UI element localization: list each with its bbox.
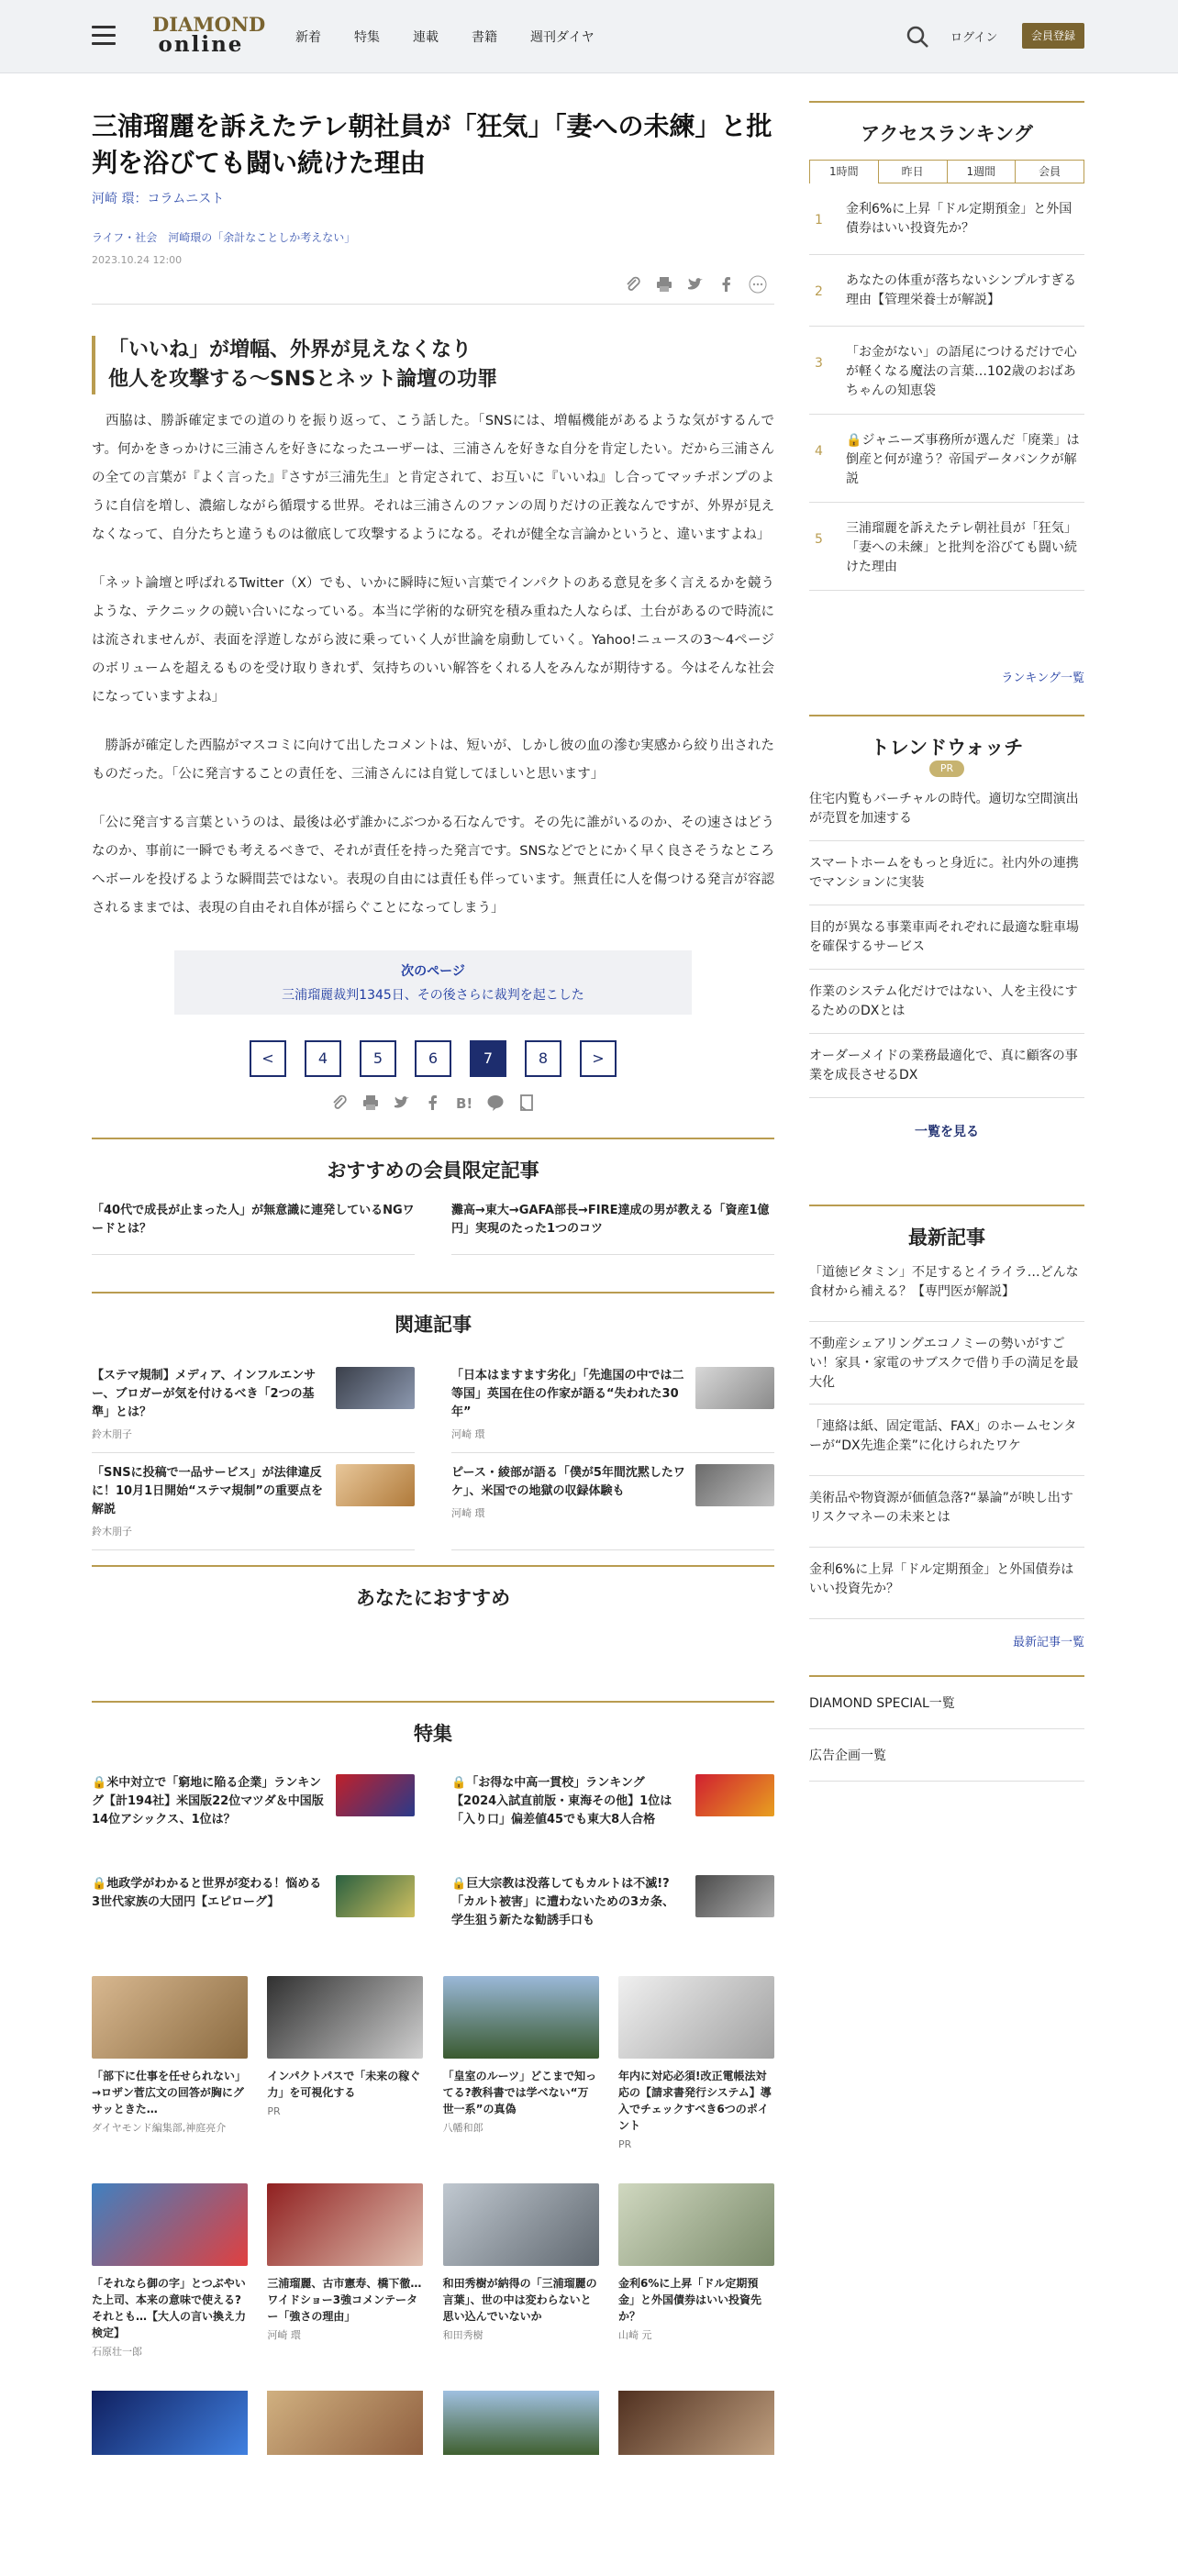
site-header bbox=[0, 0, 1178, 73]
rank-title: 「お金がない」の語尾につけるだけで心が軽くなる魔法の言葉…102歳のおばあちゃんの知恵袋 bbox=[846, 345, 1077, 398]
logo-line2: online bbox=[158, 32, 244, 57]
rank-title: 金利6%に上昇「ドル定期預金」と外国債券はいい投資先か？ bbox=[846, 202, 1072, 236]
related-article[interactable] bbox=[451, 1356, 774, 1453]
article-card[interactable] bbox=[618, 2183, 774, 2391]
tab-yesterday[interactable]: 昨日 bbox=[879, 160, 948, 183]
article-card[interactable] bbox=[267, 2183, 423, 2391]
line-icon[interactable] bbox=[486, 1094, 505, 1112]
body-paragraph: 「公に発言する言葉というのは、最後は必ず誰かにぶつかる石なんです。その先に誰がいるのか、その速さはどうなのか、事前に一瞬でも考えるべきで、それが責任を持った発言です。SNSなどでとにかく早く良さそうなところへボールを投げるような瞬間芸ではない。表現の自由には責任も伴っています。無責任に人を傷つける発言が容認されるままでは、表現の自由それ自体が揺らぐことになってしまう」 bbox=[92, 816, 774, 916]
article-card[interactable] bbox=[443, 2183, 599, 2391]
share-bar bbox=[92, 266, 774, 305]
trend-heading: トレンドウォッチ bbox=[870, 737, 1024, 759]
body-paragraph: 西脇は、勝訴確定までの道のりを振り返って、こう話した。「SNSには、増幅機能があるような気がするんです。何かをきっかけに三浦さんを好きになったユーザーは、三浦さんを好きな自分を肯定したい。だから三浦さんの全ての言葉が『よく言った』『さすが三浦先生』と肯定されて、お互いに『いいね』し合ってマッチポンプのように自信を増し、濃縮しながら循環する世界。それは三浦さんのファンの周りだけの正義なんですが、外界が見えなくなって、自分たちと違うものは徹底して攻撃するようになる。それが健全な言論かというと、違いますよね」 bbox=[92, 414, 774, 542]
tab-member[interactable]: 会員 bbox=[1016, 160, 1084, 183]
news-item[interactable]: 「連絡は紙、固定電話、FAX」のホームセンターが“DX先進企業”に化けられたワケ bbox=[809, 1405, 1084, 1476]
clip-icon[interactable] bbox=[624, 275, 642, 294]
trend-item[interactable]: オーダーメイドの業務最適化で、真に顧客の事業を成長させるDX bbox=[809, 1034, 1084, 1098]
related-heading: 関連記事 bbox=[395, 1314, 472, 1336]
bookmark-icon[interactable] bbox=[517, 1094, 536, 1112]
card-image bbox=[92, 2183, 248, 2266]
recommend-heading: あなたにおすすめ bbox=[355, 1587, 511, 1609]
ranking-heading: アクセスランキング bbox=[861, 123, 1033, 145]
article-card[interactable] bbox=[267, 1976, 423, 2183]
features-section bbox=[92, 1701, 774, 1958]
article-card[interactable] bbox=[92, 2183, 248, 2391]
card-author: PR bbox=[267, 2105, 281, 2117]
article-card[interactable] bbox=[443, 1976, 599, 2183]
tab-1hour[interactable]: 1時間 bbox=[809, 160, 879, 183]
card-author: 八幡和郎 bbox=[442, 2122, 483, 2134]
nav-new[interactable]: 新着 bbox=[295, 30, 321, 45]
card-image[interactable] bbox=[267, 2391, 423, 2455]
card-author: PR bbox=[617, 2138, 632, 2150]
ranking-tabs bbox=[809, 160, 1084, 183]
rank-title: あなたの体重が落ちないシンプルすぎる理由【管理栄養士が解説】 bbox=[846, 273, 1077, 307]
feature-article[interactable] bbox=[92, 1866, 415, 1958]
card-author: ダイヤモンド編集部,神庭亮介 bbox=[92, 2122, 227, 2134]
page-5-button[interactable]: 5 bbox=[360, 1040, 396, 1077]
lock-icon: 🔒 bbox=[451, 1776, 467, 1790]
related-thumbnail bbox=[695, 1367, 774, 1409]
trend-item[interactable]: スマートホームをもっと身近に。社内外の連携でマンションに実装 bbox=[809, 841, 1084, 905]
next-page-box[interactable] bbox=[174, 950, 692, 1015]
related-title: ピース・綾部が語る「僕が5年間沈黙したワケ」、米国での地獄の収録体験も bbox=[451, 1466, 685, 1498]
trend-box bbox=[809, 715, 1084, 1140]
article-author[interactable]: 河崎 環：コラムニスト bbox=[92, 192, 225, 206]
related-thumbnail bbox=[336, 1464, 415, 1506]
member-heading: おすすめの会員限定記事 bbox=[327, 1160, 539, 1182]
related-thumbnail bbox=[336, 1367, 415, 1409]
rank-number: 3 bbox=[815, 356, 823, 371]
related-author: 河崎 環 bbox=[451, 1428, 485, 1440]
share-bar-bottom bbox=[92, 1094, 774, 1112]
card-title: 「それなら御の字」とつぶやいた上司、本来の意味で使える?それとも…【大人の言い換え力検定】 bbox=[92, 2277, 247, 2339]
article-card[interactable] bbox=[618, 1976, 774, 2183]
card-title: 「部下に仕事を任せられない」→ロザン菅広文の回答が胸にグサッときた… bbox=[92, 2070, 247, 2115]
card-author: 山崎 元 bbox=[617, 2329, 652, 2341]
trend-item[interactable]: 住宅内覧もバーチャルの時代。適切な空間演出が売買を加速する bbox=[809, 777, 1084, 841]
news-list-link[interactable]: 最新記事一覧 bbox=[1012, 1636, 1084, 1649]
nav-weekly[interactable]: 週刊ダイヤ bbox=[530, 30, 595, 45]
body-paragraph: 勝訴が確定した西脇がマスコミに向けて出したコメントは、短いが、しかし彼の血の滲む実感から絞り出されたものだった。「公に発言することの責任を、三浦さんには自覚してほしいと思います」 bbox=[92, 738, 774, 782]
ranking-list-link[interactable]: ランキング一覧 bbox=[1001, 672, 1084, 685]
article-date: 2023.10.24 12:00 bbox=[92, 254, 183, 266]
feature-article[interactable] bbox=[451, 1866, 774, 1958]
site-logo[interactable] bbox=[152, 13, 266, 59]
rank-number: 5 bbox=[815, 532, 823, 547]
prev-page-button[interactable]: < bbox=[250, 1040, 286, 1077]
special-link[interactable]: DIAMOND SPECIAL一覧 bbox=[809, 1677, 1084, 1729]
special-links bbox=[809, 1675, 1084, 1782]
pr-badge: PR bbox=[929, 761, 964, 777]
ranking-item[interactable] bbox=[809, 415, 1084, 503]
next-page-title: 三浦瑠麗裁判1345日、その後さらに裁判を起こした bbox=[282, 988, 584, 1003]
ranking-item[interactable] bbox=[809, 183, 1084, 255]
feature-title: 地政学がわかると世界が変わる！悩める3世代家族の大団円【エピローグ】 bbox=[92, 1877, 322, 1909]
card-title: 年内に対応必須!改正電帳法対応の【請求書発行システム】導入でチェックすべき6つのポイント bbox=[617, 2070, 772, 2132]
news-heading: 最新記事 bbox=[908, 1227, 985, 1249]
feature-title: 米中対立で「窮地に陥る企業」ランキング【計194社】米国版22位マツダ＆中国版14位アシックス、1位は？ bbox=[92, 1776, 324, 1827]
related-author: 河崎 環 bbox=[451, 1507, 485, 1519]
feature-article[interactable] bbox=[92, 1765, 415, 1866]
rank-number: 2 bbox=[815, 284, 823, 299]
ranking-item[interactable] bbox=[809, 327, 1084, 415]
article-categories[interactable]: ライフ・社会 河崎環の「余計なことしか考えない」 bbox=[92, 231, 356, 244]
rank-number: 4 bbox=[815, 444, 823, 459]
trend-item[interactable]: 目的が異なる事業車両それぞれに最適な駐車場を確保するサービス bbox=[809, 905, 1084, 970]
card-grid bbox=[92, 1976, 774, 2391]
feature-title: 巨大宗教は没落してもカルトは不滅!?「カルト被害」に遭わないための3カ条、学生狙う新たな勧誘手口も bbox=[451, 1877, 675, 1927]
menu-icon[interactable] bbox=[92, 26, 116, 46]
card-title: 「皇室のルーツ」どこまで知ってる?教科書では学べない“万世一系”の真偽 bbox=[442, 2070, 597, 2115]
page-8-button[interactable]: 8 bbox=[525, 1040, 561, 1077]
lock-icon: 🔒 bbox=[846, 433, 862, 448]
member-article[interactable]: 灘高→東大→GAFA部長→FIRE達成の男が教える「資産1億円」実現のたった1つのコツ bbox=[451, 1202, 774, 1255]
related-title: 「SNSに投稿で一品サービス」が法律違反に！10月1日開始“ステマ規制”の重要点を解説 bbox=[92, 1466, 323, 1516]
card-image bbox=[267, 1976, 423, 2059]
card-image bbox=[267, 2183, 423, 2266]
related-author: 鈴木朋子 bbox=[92, 1526, 132, 1538]
facebook-icon[interactable] bbox=[717, 275, 736, 294]
page-4-button[interactable]: 4 bbox=[305, 1040, 341, 1077]
tab-1week[interactable]: 1週間 bbox=[948, 160, 1017, 183]
main-nav bbox=[295, 28, 628, 46]
card-image[interactable] bbox=[443, 2391, 599, 2455]
lock-icon: 🔒 bbox=[92, 1776, 107, 1790]
card-grid-partial bbox=[92, 2391, 774, 2455]
member-article[interactable]: 「40代で成長が止まった人」が無意識に連発しているNGワードとは？ bbox=[92, 1202, 415, 1255]
twitter-icon[interactable] bbox=[393, 1094, 411, 1112]
related-title: 「日本はますます劣化」「先進国の中では二等国」英国在住の作家が語る“失われた30年” bbox=[451, 1369, 684, 1419]
next-page-button[interactable]: > bbox=[580, 1040, 617, 1077]
feature-thumbnail bbox=[695, 1774, 774, 1816]
print-icon[interactable] bbox=[655, 275, 673, 294]
related-section bbox=[92, 1292, 774, 1550]
card-author: 和田秀樹 bbox=[442, 2329, 483, 2341]
news-box bbox=[809, 1205, 1084, 1649]
feature-thumbnail bbox=[336, 1774, 415, 1816]
news-item[interactable]: 美術品や物資源が価値急落?“暴論”が映し出すリスクマネーの未来とは bbox=[809, 1476, 1084, 1548]
related-author: 鈴木朋子 bbox=[92, 1428, 132, 1440]
clip-icon[interactable] bbox=[330, 1094, 349, 1112]
nav-features[interactable]: 特集 bbox=[354, 30, 380, 45]
related-article[interactable] bbox=[451, 1453, 774, 1550]
card-title: 三浦瑠麗、古市憲寿、橋下徹…ワイドショー3強コメンテーター「強さの理由」 bbox=[267, 2277, 422, 2323]
rank-title: ジャニーズ事務所が選んだ「廃業」は倒産と何が違う？帝国データバンクが解説 bbox=[846, 433, 1080, 486]
ranking-box bbox=[809, 101, 1084, 685]
signup-button[interactable]: 会員登録 bbox=[1022, 23, 1084, 49]
twitter-icon[interactable] bbox=[686, 275, 705, 294]
article-card[interactable] bbox=[92, 1976, 248, 2183]
news-item[interactable]: 金利6%に上昇「ドル定期預金」と外国債券はいい投資先か？ bbox=[809, 1548, 1084, 1619]
related-article[interactable] bbox=[92, 1453, 415, 1550]
features-heading: 特集 bbox=[414, 1723, 452, 1745]
hatena-icon[interactable] bbox=[455, 1094, 473, 1112]
related-article[interactable] bbox=[92, 1356, 415, 1453]
card-image[interactable] bbox=[618, 2391, 774, 2455]
page-6-button[interactable]: 6 bbox=[415, 1040, 451, 1077]
news-item[interactable]: 不動産シェアリングエコノミーの勢いがすごい！家具・家電のサブスクで借り手の満足を最大化 bbox=[809, 1322, 1084, 1405]
card-image bbox=[92, 1976, 248, 2059]
nav-books[interactable]: 書籍 bbox=[472, 30, 497, 45]
more-icon[interactable] bbox=[749, 275, 767, 294]
article-column bbox=[92, 108, 774, 2455]
news-item[interactable]: 「道徳ビタミン」不足するとイライラ…どんな食材から補える？【専門医が解説】 bbox=[809, 1250, 1084, 1322]
feature-article[interactable] bbox=[451, 1765, 774, 1866]
feature-title: 「お得な中高一貫校」ランキング【2024入試直前版・東海その他】1位は「入り口」偏差値45でも東大8人合格 bbox=[451, 1776, 672, 1827]
feature-thumbnail bbox=[695, 1875, 774, 1917]
svg-text:B!: B! bbox=[456, 1095, 473, 1112]
rank-number: 1 bbox=[815, 213, 823, 228]
card-title: 金利6%に上昇「ドル定期預金」と外国債券はいい投資先か？ bbox=[617, 2277, 761, 2323]
pagination bbox=[92, 1040, 774, 1077]
card-image bbox=[618, 2183, 774, 2266]
card-author: 河崎 環 bbox=[267, 2329, 301, 2341]
card-title: 和田秀樹が納得の「三浦瑠麗の言葉」、世の中は変わらないと思い込んでいないか bbox=[442, 2277, 597, 2323]
card-image[interactable] bbox=[92, 2391, 248, 2455]
card-author: 石原壮一郎 bbox=[92, 2346, 142, 2358]
facebook-icon[interactable] bbox=[424, 1094, 442, 1112]
search-icon[interactable] bbox=[905, 24, 930, 50]
ranking-item[interactable] bbox=[809, 255, 1084, 327]
feature-thumbnail bbox=[336, 1875, 415, 1917]
login-link[interactable]: ログイン bbox=[950, 31, 998, 45]
card-image bbox=[443, 2183, 599, 2266]
ad-link[interactable]: 広告企画一覧 bbox=[809, 1729, 1084, 1782]
card-title: インパクトパスで「未来の稼ぐ力」を可視化する bbox=[267, 2070, 421, 2099]
trend-item[interactable]: 作業のシステム化だけではない、人を主役にするためのDXとは bbox=[809, 970, 1084, 1034]
body-paragraph: 「ネット論壇と呼ばれるTwitter（X）でも、いかに瞬時に短い言葉でインパクトのある意見を多く言えるかを競うような、テクニックの競い合いになっている。本当に学術的な研究を積み重ねた人ならば、土台があるので時流には流されませんが、表面を浮遊しながら波に乗っていく人が世論を扇動していく。Yahoo!ニュースの3〜4ページのボリュームを超えるものを受け取りきれず、気持ちのいい解答をくれる人をみんなが期待する。今はそんな社会になっていますよね」 bbox=[92, 576, 774, 705]
current-page-button[interactable]: 7 bbox=[470, 1040, 506, 1077]
related-thumbnail bbox=[695, 1464, 774, 1506]
next-page-label: 次のページ bbox=[401, 964, 465, 979]
nav-series[interactable]: 連載 bbox=[413, 30, 439, 45]
rank-title: 三浦瑠麗を訴えたテレ朝社員が「狂気」「妻への未練」と批判を浴びても闘い続けた理由 bbox=[846, 521, 1077, 574]
trend-more-link[interactable]: 一覧を見る bbox=[915, 1125, 979, 1139]
print-icon[interactable] bbox=[361, 1094, 380, 1112]
article-title: 三浦瑠麗を訴えたテレ朝社員が「狂気」「妻への未練」と批判を浴びても闘い続けた理由 bbox=[92, 111, 772, 178]
card-image bbox=[618, 1976, 774, 2059]
member-section bbox=[92, 1138, 774, 1255]
logo-line1: DIAMOND bbox=[152, 13, 266, 36]
related-title: 【ステマ規制】メディア、インフルエンサー、ブロガーが気を付けるべき「2つの基準」とは？ bbox=[92, 1369, 317, 1419]
sidebar bbox=[809, 101, 1084, 1782]
section-subheading: 「いいね」が増幅、外界が見えなくなり 他人を攻撃する〜SNSとネット論壇の功罪 bbox=[92, 336, 774, 394]
ranking-item[interactable] bbox=[809, 503, 1084, 591]
lock-icon: 🔒 bbox=[92, 1877, 107, 1891]
recommend-section bbox=[92, 1565, 774, 1701]
lock-icon: 🔒 bbox=[451, 1877, 467, 1891]
card-image bbox=[443, 1976, 599, 2059]
